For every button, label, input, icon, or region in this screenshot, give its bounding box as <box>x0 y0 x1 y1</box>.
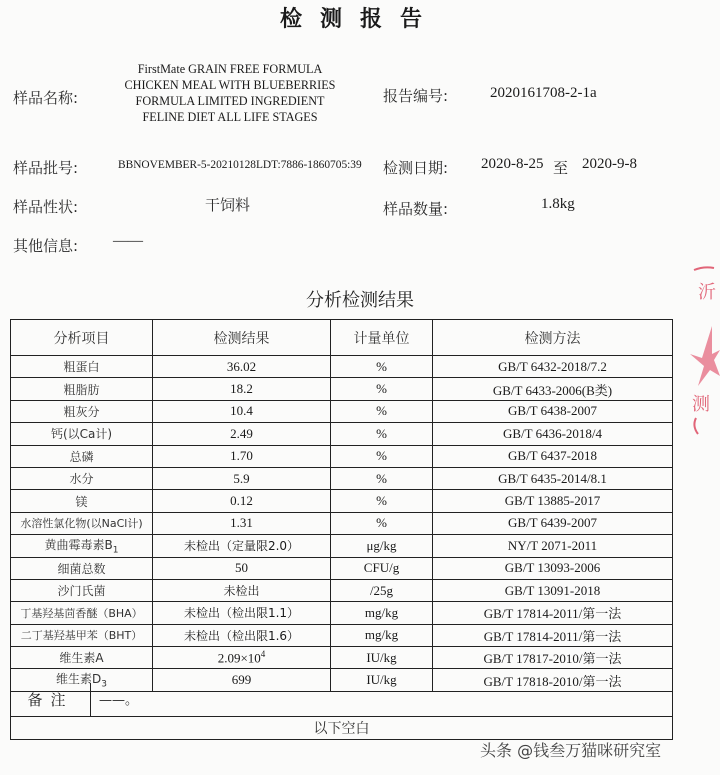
cell-method: GB/T 6432-2018/7.2 <box>433 356 673 378</box>
table-row <box>11 490 673 512</box>
other-info-value: —— <box>113 233 143 249</box>
cell-method: GB/T 6438-2007 <box>433 400 673 422</box>
cell-method: GB/T 6437-2018 <box>433 445 673 467</box>
cell-result: 10.4 <box>153 400 331 422</box>
cell-item-text: 黄曲霉毒素B <box>44 538 113 553</box>
remarks-value: ——。 <box>91 683 673 717</box>
other-info-label: 其他信息: <box>13 237 79 255</box>
results-table <box>10 319 673 692</box>
svg-text:测: 测 <box>692 394 710 415</box>
cell-unit: % <box>331 445 433 467</box>
table-row <box>11 602 673 624</box>
cell-item: 镁 <box>11 490 153 512</box>
table-row <box>11 400 673 422</box>
blank-note: 以下空白 <box>11 717 673 739</box>
remarks-label: 备注 <box>11 683 91 717</box>
cell-item <box>11 535 153 557</box>
test-date-label: 检测日期: <box>383 159 449 177</box>
quantity-label: 样品数量: <box>383 200 449 218</box>
sample-name-value <box>110 61 350 125</box>
cell-unit: mg/kg <box>331 624 433 646</box>
cell-unit: mg/kg <box>331 602 433 624</box>
cell-item: 粗蛋白 <box>11 356 153 378</box>
cell-method: GB/T 6433-2006(B类) <box>433 378 673 400</box>
table-row <box>11 378 673 400</box>
column-header-unit: 计量单位 <box>331 320 433 356</box>
cell-unit: IU/kg <box>331 647 433 669</box>
cell-method: NY/T 2071-2011 <box>433 535 673 557</box>
form-label: 样品性状: <box>13 198 79 216</box>
seal-icon <box>684 258 720 438</box>
table-row <box>11 512 673 534</box>
cell-result-superscript: 4 <box>260 649 266 660</box>
cell-item: 沙门氏菌 <box>11 579 153 601</box>
report-no-value: 2020161708-2-1a <box>490 85 597 101</box>
cell-unit: % <box>331 423 433 445</box>
form-value: 干饲料 <box>205 196 251 214</box>
cell-result: 未检出（检出限1.6） <box>153 624 331 646</box>
cell-method: GB/T 17817-2010/第一法 <box>433 647 673 669</box>
cell-item-text: 维生素D <box>56 672 102 687</box>
cell-method: GB/T 13093-2006 <box>433 557 673 579</box>
cell-item: 丁基羟基茴香醚（BHA） <box>11 602 153 624</box>
cell-method: GB/T 13091-2018 <box>433 579 673 601</box>
sample-name-line: FirstMate GRAIN FREE FORMULA <box>137 62 323 76</box>
cell-result: 未检出（检出限1.1） <box>153 602 331 624</box>
table-row <box>11 624 673 646</box>
cell-item: 维生素A <box>11 647 153 669</box>
cell-item: 水分 <box>11 467 153 489</box>
cell-item-subscript: 3 <box>101 679 107 690</box>
cell-result: 未检出 <box>153 579 331 601</box>
sample-name-line: CHICKEN MEAL WITH BLUEBERRIES <box>124 78 336 92</box>
cell-item: 水溶性氯化物(以NaCl计) <box>11 512 153 534</box>
cell-item: 粗脂肪 <box>11 378 153 400</box>
report-title: 检测报告 <box>279 6 440 32</box>
svg-text:沂: 沂 <box>698 282 716 303</box>
cell-result: 1.31 <box>153 512 331 534</box>
cell-item: 粗灰分 <box>11 400 153 422</box>
cell-result: 18.2 <box>153 378 331 400</box>
sample-name-line: FORMULA LIMITED INGREDIENT <box>135 94 325 108</box>
cell-result: 36.02 <box>153 356 331 378</box>
sample-name-line: FELINE DIET ALL LIFE STAGES <box>142 110 318 124</box>
table-row <box>11 467 673 489</box>
remarks-row <box>11 683 673 717</box>
cell-result-text: 2.09×10 <box>217 650 261 666</box>
results-section-title: 分析检测结果 <box>306 290 414 311</box>
cell-item: 钙(以Ca计) <box>11 423 153 445</box>
cell-unit: CFU/g <box>331 557 433 579</box>
cell-unit: /25g <box>331 579 433 601</box>
blank-row <box>11 717 673 739</box>
table-row <box>11 579 673 601</box>
sample-name-label: 样品名称: <box>13 89 79 107</box>
cell-method: GB/T 6439-2007 <box>433 512 673 534</box>
cell-item: 二丁基羟基甲苯（BHT） <box>11 624 153 646</box>
cell-unit: % <box>331 378 433 400</box>
cell-result: 5.9 <box>153 467 331 489</box>
table-row <box>11 445 673 467</box>
red-seal-stamp <box>684 258 720 438</box>
cell-method: GB/T 17814-2011/第一法 <box>433 624 673 646</box>
table-row <box>11 535 673 557</box>
cell-item: 细菌总数 <box>11 557 153 579</box>
test-date-from: 2020-8-25 <box>481 156 544 172</box>
cell-unit: % <box>331 467 433 489</box>
batch-value: BBNOVEMBER-5-20210128LDT:7886-1860705:39 <box>118 159 362 171</box>
watermark: 头条 @钱叁万猫咪研究室 <box>480 741 662 760</box>
column-header-method: 检测方法 <box>433 320 673 356</box>
cell-unit: % <box>331 356 433 378</box>
cell-result: 0.12 <box>153 490 331 512</box>
cell-result: 50 <box>153 557 331 579</box>
table-row <box>11 647 673 669</box>
cell-unit: % <box>331 512 433 534</box>
cell-result: 未检出（定量限2.0） <box>153 535 331 557</box>
column-header-item: 分析项目 <box>11 320 153 356</box>
cell-result: 1.70 <box>153 445 331 467</box>
batch-label: 样品批号: <box>13 159 79 177</box>
cell-result: 2.49 <box>153 423 331 445</box>
quantity-value: 1.8kg <box>541 196 575 212</box>
remarks-table <box>10 683 673 740</box>
cell-item: 总磷 <box>11 445 153 467</box>
cell-method: GB/T 6435-2014/8.1 <box>433 467 673 489</box>
test-date-to-word: 至 <box>553 159 569 177</box>
cell-item-subscript: 1 <box>112 545 119 556</box>
cell-unit: % <box>331 400 433 422</box>
test-date-to: 2020-9-8 <box>582 156 637 172</box>
cell-unit: % <box>331 490 433 512</box>
cell-unit: IU/kg <box>331 669 433 691</box>
cell-unit: μg/kg <box>331 535 433 557</box>
cell-method: GB/T 17818-2010/第一法 <box>433 669 673 691</box>
table-row <box>11 356 673 378</box>
table-row <box>11 557 673 579</box>
column-header-result: 检测结果 <box>153 320 331 356</box>
table-row <box>11 423 673 445</box>
cell-method: GB/T 17814-2011/第一法 <box>433 602 673 624</box>
report-no-label: 报告编号: <box>383 87 449 105</box>
cell-result: 699 <box>153 669 331 691</box>
table-header-row <box>11 320 673 356</box>
cell-method: GB/T 6436-2018/4 <box>433 423 673 445</box>
cell-result <box>153 647 331 669</box>
cell-method: GB/T 13885-2017 <box>433 490 673 512</box>
